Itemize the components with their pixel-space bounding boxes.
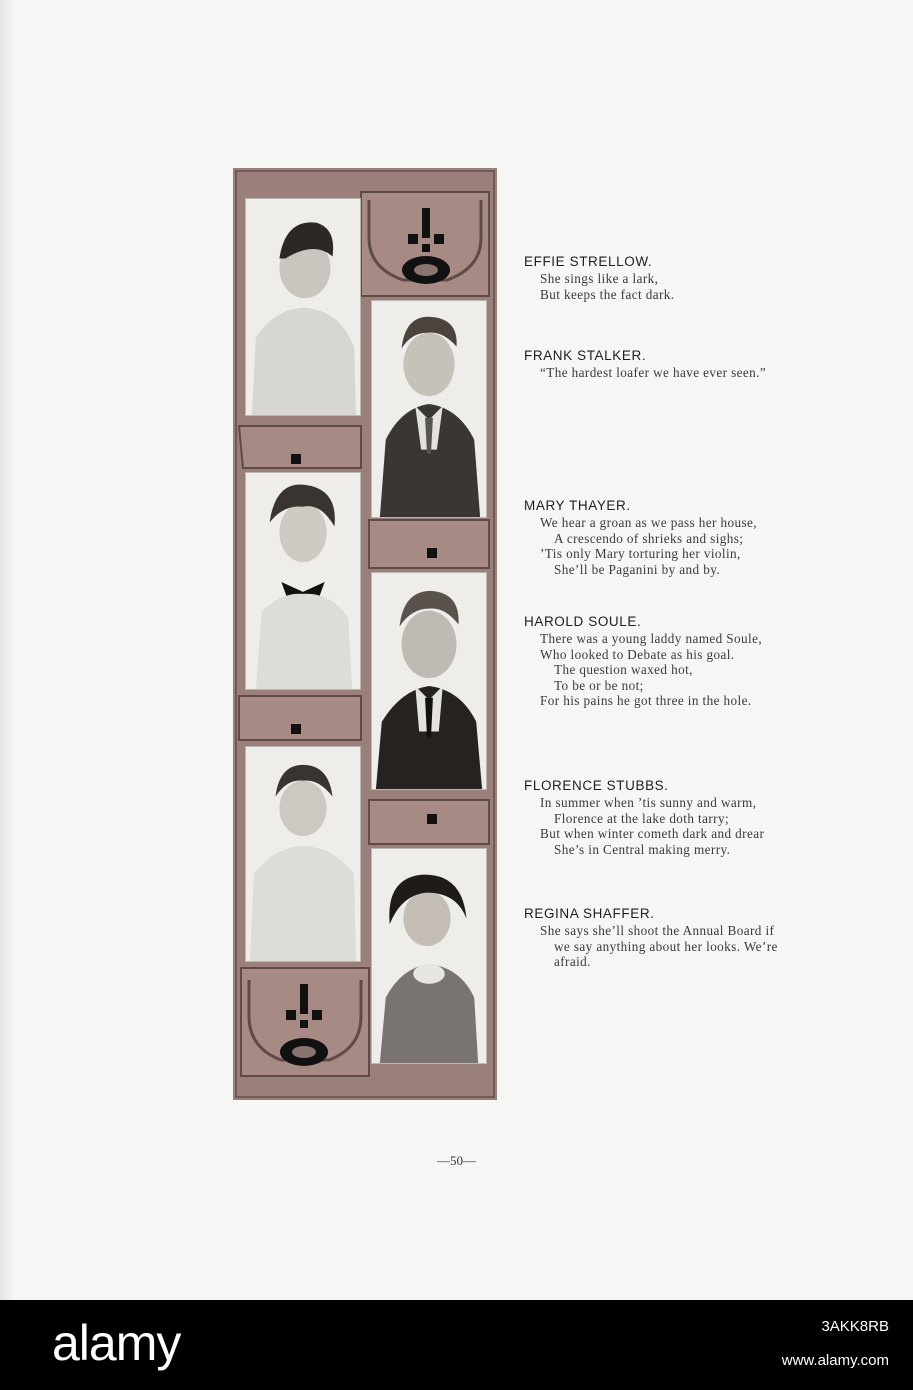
- entry-line: we say anything about her looks. We’re: [554, 938, 778, 954]
- entry-line: But keeps the fact dark.: [540, 286, 675, 302]
- entry-frank-stalker: [524, 348, 874, 381]
- entry-line: For his pains he got three in the hole.: [540, 693, 752, 709]
- entry-name: FRANK STALKER.: [524, 348, 647, 363]
- entry-line: Who looked to Debate as his goal.: [540, 646, 735, 662]
- bottom-ornament: [241, 968, 369, 1076]
- image-id: 3AKK8RB: [821, 1318, 889, 1335]
- entry-name: REGINA SHAFFER.: [524, 906, 655, 921]
- entry-effie-strellow: [524, 254, 874, 302]
- entry-line: The question waxed hot,: [554, 662, 693, 678]
- stock-logo: alamy: [52, 1315, 181, 1371]
- entry-name: FLORENCE STUBBS.: [524, 778, 669, 793]
- portrait-harold-soule: [371, 572, 487, 790]
- portrait-effie-strellow: [245, 198, 361, 416]
- page-edge-shadow: [0, 0, 14, 1300]
- entry-mary-thayer: [524, 498, 874, 577]
- portrait-mary-thayer: [245, 472, 361, 690]
- entry-line: We hear a groan as we pass her house,: [540, 515, 757, 530]
- portrait-florence-stubbs: [245, 746, 361, 962]
- entry-name: EFFIE STRELLOW.: [524, 254, 653, 269]
- entry-regina-shaffer: [524, 906, 874, 970]
- entry-line: But when winter cometh dark and drear: [540, 826, 765, 842]
- entry-line: She’s in Central making merry.: [554, 841, 731, 857]
- entry-line: She sings like a lark,: [540, 271, 659, 286]
- portrait-regina-shaffer: [371, 848, 487, 1064]
- entry-line: To be or be not;: [554, 677, 644, 693]
- portrait-frank-stalker: [371, 300, 487, 518]
- portrait-strip: [233, 168, 497, 1100]
- entry-florence-stubbs: [524, 778, 874, 857]
- stock-url: www.alamy.com: [781, 1352, 889, 1369]
- entry-line: She says she’ll shoot the Annual Board if: [540, 923, 775, 938]
- page-number: —50—: [437, 1153, 476, 1168]
- entry-harold-soule: [524, 614, 874, 709]
- entry-line: A crescendo of shrieks and sighs;: [554, 530, 744, 546]
- entry-line: ’Tis only Mary torturing her violin,: [540, 546, 741, 562]
- entry-name: MARY THAYER.: [524, 498, 631, 513]
- entry-line: In summer when ’tis sunny and warm,: [540, 795, 757, 810]
- entry-name: HAROLD SOULE.: [524, 614, 642, 629]
- entry-line: There was a young laddy named Soule,: [540, 631, 763, 646]
- entry-line: afraid.: [554, 954, 591, 970]
- entry-line: She’ll be Paganini by and by.: [554, 561, 721, 577]
- entry-line: “The hardest loafer we have ever seen.”: [540, 365, 767, 380]
- entry-line: Florence at the lake doth tarry;: [554, 810, 730, 826]
- stock-watermark-bar: [0, 1300, 913, 1390]
- top-ornament: [361, 192, 489, 296]
